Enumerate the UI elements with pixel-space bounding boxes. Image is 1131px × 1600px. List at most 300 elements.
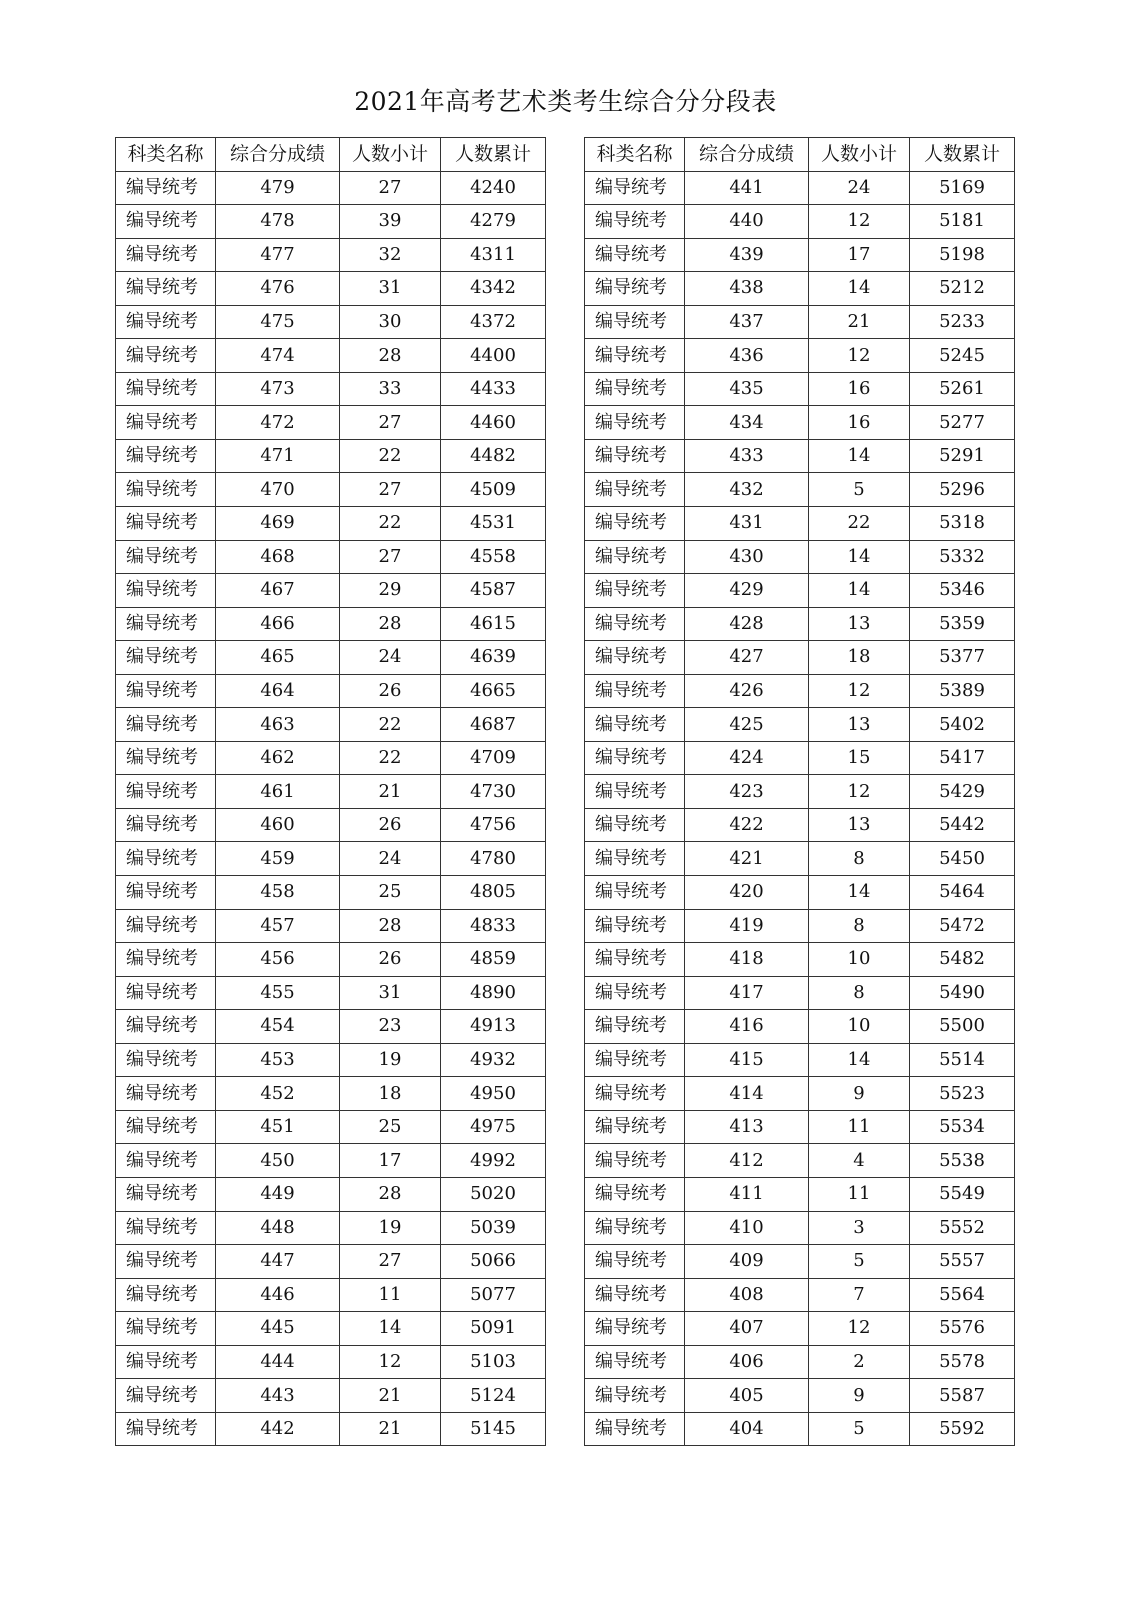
table-row (116, 909, 546, 943)
header-row (116, 138, 546, 172)
cell-cumulative: 5198 (910, 238, 1015, 272)
cell-category: 编导统考 (585, 708, 685, 742)
cell-count: 5 (809, 1245, 910, 1279)
cell-score: 474 (216, 339, 340, 373)
cell-cumulative: 5538 (910, 1144, 1015, 1178)
cell-score: 415 (685, 1043, 809, 1077)
table-row (585, 372, 1015, 406)
cell-category: 编导统考 (116, 272, 216, 306)
cell-score: 423 (685, 775, 809, 809)
cell-category: 编导统考 (116, 708, 216, 742)
cell-category: 编导统考 (116, 439, 216, 473)
cell-score: 450 (216, 1144, 340, 1178)
cell-cumulative: 4460 (441, 406, 546, 440)
cell-count: 33 (340, 372, 441, 406)
cell-category: 编导统考 (116, 1379, 216, 1413)
cell-cumulative: 5091 (441, 1312, 546, 1346)
cell-score: 444 (216, 1345, 340, 1379)
cell-cumulative: 4805 (441, 876, 546, 910)
cell-score: 437 (685, 305, 809, 339)
cell-category: 编导统考 (585, 1412, 685, 1446)
cell-count: 14 (809, 1043, 910, 1077)
table-row (585, 473, 1015, 507)
cell-score: 439 (685, 238, 809, 272)
cell-cumulative: 5442 (910, 808, 1015, 842)
cell-cumulative: 4531 (441, 507, 546, 541)
cell-category: 编导统考 (585, 1379, 685, 1413)
cell-cumulative: 4400 (441, 339, 546, 373)
cell-cumulative: 4240 (441, 171, 546, 205)
cell-cumulative: 5346 (910, 574, 1015, 608)
cell-category: 编导统考 (116, 1043, 216, 1077)
cell-count: 21 (340, 775, 441, 809)
cell-score: 413 (685, 1110, 809, 1144)
cell-score: 455 (216, 976, 340, 1010)
cell-count: 7 (809, 1278, 910, 1312)
cell-count: 24 (340, 641, 441, 675)
cell-count: 23 (340, 1010, 441, 1044)
table-row (116, 1043, 546, 1077)
cell-score: 470 (216, 473, 340, 507)
cell-cumulative: 5318 (910, 507, 1015, 541)
cell-category: 编导统考 (116, 305, 216, 339)
table-row (116, 305, 546, 339)
table-row (116, 775, 546, 809)
cell-count: 24 (340, 842, 441, 876)
cell-count: 18 (340, 1077, 441, 1111)
cell-score: 425 (685, 708, 809, 742)
table-row (585, 1245, 1015, 1279)
cell-count: 14 (809, 439, 910, 473)
cell-score: 443 (216, 1379, 340, 1413)
cell-score: 454 (216, 1010, 340, 1044)
cell-cumulative: 5578 (910, 1345, 1015, 1379)
cell-cumulative: 4687 (441, 708, 546, 742)
cell-score: 420 (685, 876, 809, 910)
cell-category: 编导统考 (585, 205, 685, 239)
table-row (585, 607, 1015, 641)
cell-count: 28 (340, 607, 441, 641)
cell-count: 27 (340, 171, 441, 205)
cell-count: 28 (340, 909, 441, 943)
cell-score: 463 (216, 708, 340, 742)
cell-score: 461 (216, 775, 340, 809)
cell-score: 469 (216, 507, 340, 541)
cell-count: 21 (340, 1379, 441, 1413)
header-count: 人数小计 (340, 138, 441, 172)
cell-score: 473 (216, 372, 340, 406)
cell-score: 452 (216, 1077, 340, 1111)
cell-category: 编导统考 (116, 406, 216, 440)
cell-count: 27 (340, 473, 441, 507)
cell-score: 418 (685, 943, 809, 977)
cell-count: 30 (340, 305, 441, 339)
cell-category: 编导统考 (116, 1144, 216, 1178)
cell-cumulative: 4665 (441, 674, 546, 708)
table-row (116, 507, 546, 541)
cell-score: 404 (685, 1412, 809, 1446)
cell-category: 编导统考 (116, 1312, 216, 1346)
cell-cumulative: 4615 (441, 607, 546, 641)
cell-cumulative: 4372 (441, 305, 546, 339)
table-row (585, 741, 1015, 775)
cell-category: 编导统考 (116, 1245, 216, 1279)
cell-score: 419 (685, 909, 809, 943)
cell-category: 编导统考 (585, 1077, 685, 1111)
table-row (116, 439, 546, 473)
cell-count: 18 (809, 641, 910, 675)
table-row (116, 607, 546, 641)
cell-count: 11 (809, 1177, 910, 1211)
cell-category: 编导统考 (116, 238, 216, 272)
table-row (585, 507, 1015, 541)
header-count: 人数小计 (809, 138, 910, 172)
table-row (116, 1110, 546, 1144)
cell-cumulative: 4311 (441, 238, 546, 272)
cell-cumulative: 5377 (910, 641, 1015, 675)
cell-cumulative: 5490 (910, 976, 1015, 1010)
cell-count: 26 (340, 808, 441, 842)
cell-score: 441 (685, 171, 809, 205)
table-row (116, 406, 546, 440)
cell-score: 424 (685, 741, 809, 775)
cell-category: 编导统考 (116, 1211, 216, 1245)
cell-score: 467 (216, 574, 340, 608)
header-row (585, 138, 1015, 172)
cell-category: 编导统考 (116, 507, 216, 541)
cell-cumulative: 4342 (441, 272, 546, 306)
table-row (116, 641, 546, 675)
cell-category: 编导统考 (116, 607, 216, 641)
cell-count: 14 (809, 574, 910, 608)
table-row (585, 1211, 1015, 1245)
table-row (585, 1345, 1015, 1379)
cell-count: 11 (340, 1278, 441, 1312)
cell-count: 28 (340, 1177, 441, 1211)
cell-cumulative: 4992 (441, 1144, 546, 1178)
cell-category: 编导统考 (585, 641, 685, 675)
table-row (585, 1077, 1015, 1111)
cell-cumulative: 4509 (441, 473, 546, 507)
cell-count: 14 (340, 1312, 441, 1346)
cell-cumulative: 5124 (441, 1379, 546, 1413)
table-row (585, 238, 1015, 272)
cell-category: 编导统考 (116, 1345, 216, 1379)
cell-count: 29 (340, 574, 441, 608)
table-row (116, 171, 546, 205)
table-row (116, 808, 546, 842)
cell-score: 407 (685, 1312, 809, 1346)
cell-category: 编导统考 (116, 1412, 216, 1446)
cell-cumulative: 4756 (441, 808, 546, 842)
cell-count: 26 (340, 943, 441, 977)
cell-cumulative: 5514 (910, 1043, 1015, 1077)
cell-score: 421 (685, 842, 809, 876)
cell-category: 编导统考 (116, 876, 216, 910)
table-row (116, 1312, 546, 1346)
table-row (585, 775, 1015, 809)
cell-category: 编导统考 (585, 808, 685, 842)
table-row (585, 1379, 1015, 1413)
cell-count: 14 (809, 272, 910, 306)
cell-cumulative: 5066 (441, 1245, 546, 1279)
cell-count: 22 (340, 741, 441, 775)
table-row (116, 540, 546, 574)
cell-count: 22 (340, 708, 441, 742)
table-row (585, 540, 1015, 574)
cell-count: 11 (809, 1110, 910, 1144)
cell-score: 462 (216, 741, 340, 775)
cell-score: 458 (216, 876, 340, 910)
table-row (585, 339, 1015, 373)
cell-score: 431 (685, 507, 809, 541)
cell-score: 430 (685, 540, 809, 574)
cell-cumulative: 5464 (910, 876, 1015, 910)
cell-score: 417 (685, 976, 809, 1010)
cell-category: 编导统考 (116, 1010, 216, 1044)
cell-count: 8 (809, 842, 910, 876)
header-cumulative: 人数累计 (441, 138, 546, 172)
cell-category: 编导统考 (116, 943, 216, 977)
cell-score: 426 (685, 674, 809, 708)
cell-category: 编导统考 (585, 507, 685, 541)
cell-count: 4 (809, 1144, 910, 1178)
cell-cumulative: 5549 (910, 1177, 1015, 1211)
table-row (585, 808, 1015, 842)
cell-count: 5 (809, 1412, 910, 1446)
cell-cumulative: 5389 (910, 674, 1015, 708)
cell-cumulative: 4730 (441, 775, 546, 809)
cell-score: 447 (216, 1245, 340, 1279)
cell-count: 19 (340, 1211, 441, 1245)
cell-score: 465 (216, 641, 340, 675)
cell-cumulative: 5523 (910, 1077, 1015, 1111)
table-row (585, 909, 1015, 943)
table-row (116, 238, 546, 272)
table-row (116, 674, 546, 708)
cell-count: 39 (340, 205, 441, 239)
cell-category: 编导统考 (116, 641, 216, 675)
cell-count: 15 (809, 741, 910, 775)
cell-count: 19 (340, 1043, 441, 1077)
cell-cumulative: 4975 (441, 1110, 546, 1144)
cell-cumulative: 5245 (910, 339, 1015, 373)
table-row (116, 574, 546, 608)
cell-count: 32 (340, 238, 441, 272)
cell-cumulative: 4709 (441, 741, 546, 775)
table-row (585, 1144, 1015, 1178)
cell-score: 445 (216, 1312, 340, 1346)
cell-category: 编导统考 (585, 406, 685, 440)
cell-category: 编导统考 (116, 842, 216, 876)
cell-score: 460 (216, 808, 340, 842)
cell-cumulative: 5359 (910, 607, 1015, 641)
cell-cumulative: 5296 (910, 473, 1015, 507)
table-row (116, 1177, 546, 1211)
cell-score: 440 (685, 205, 809, 239)
cell-score: 416 (685, 1010, 809, 1044)
cell-cumulative: 5261 (910, 372, 1015, 406)
cell-category: 编导统考 (116, 473, 216, 507)
cell-cumulative: 5103 (441, 1345, 546, 1379)
cell-count: 27 (340, 540, 441, 574)
cell-score: 451 (216, 1110, 340, 1144)
cell-count: 9 (809, 1077, 910, 1111)
header-score: 综合分成绩 (685, 138, 809, 172)
cell-count: 14 (809, 540, 910, 574)
cell-cumulative: 4913 (441, 1010, 546, 1044)
table-row (116, 1077, 546, 1111)
cell-count: 16 (809, 406, 910, 440)
table-row (585, 674, 1015, 708)
cell-score: 477 (216, 238, 340, 272)
table-row (116, 842, 546, 876)
cell-category: 编导统考 (585, 909, 685, 943)
cell-category: 编导统考 (585, 741, 685, 775)
table-row (116, 1245, 546, 1279)
cell-category: 编导统考 (585, 1144, 685, 1178)
cell-category: 编导统考 (116, 808, 216, 842)
cell-category: 编导统考 (116, 171, 216, 205)
table-row (116, 1010, 546, 1044)
table-row (116, 876, 546, 910)
table-row (116, 741, 546, 775)
header-category: 科类名称 (116, 138, 216, 172)
cell-cumulative: 5552 (910, 1211, 1015, 1245)
cell-count: 9 (809, 1379, 910, 1413)
cell-score: 472 (216, 406, 340, 440)
cell-cumulative: 4587 (441, 574, 546, 608)
table-row (585, 876, 1015, 910)
table-row (116, 272, 546, 306)
table-row (116, 1345, 546, 1379)
table-row (116, 1412, 546, 1446)
cell-count: 27 (340, 406, 441, 440)
header-category: 科类名称 (585, 138, 685, 172)
cell-category: 编导统考 (585, 1278, 685, 1312)
cell-score: 435 (685, 372, 809, 406)
cell-category: 编导统考 (116, 775, 216, 809)
score-table-left (115, 137, 546, 1446)
cell-count: 12 (809, 205, 910, 239)
cell-count: 8 (809, 976, 910, 1010)
cell-cumulative: 5417 (910, 741, 1015, 775)
cell-category: 编导统考 (116, 540, 216, 574)
cell-score: 406 (685, 1345, 809, 1379)
cell-count: 22 (809, 507, 910, 541)
score-table-right (584, 137, 1015, 1446)
cell-cumulative: 5576 (910, 1312, 1015, 1346)
table-row (585, 439, 1015, 473)
cell-count: 22 (340, 507, 441, 541)
cell-cumulative: 5020 (441, 1177, 546, 1211)
cell-cumulative: 5332 (910, 540, 1015, 574)
cell-score: 471 (216, 439, 340, 473)
cell-count: 14 (809, 876, 910, 910)
cell-count: 21 (340, 1412, 441, 1446)
cell-cumulative: 5587 (910, 1379, 1015, 1413)
cell-count: 16 (809, 372, 910, 406)
cell-cumulative: 5482 (910, 943, 1015, 977)
cell-score: 449 (216, 1177, 340, 1211)
cell-cumulative: 5077 (441, 1278, 546, 1312)
cell-cumulative: 4950 (441, 1077, 546, 1111)
cell-count: 25 (340, 1110, 441, 1144)
cell-category: 编导统考 (116, 574, 216, 608)
cell-category: 编导统考 (116, 339, 216, 373)
cell-score: 453 (216, 1043, 340, 1077)
table-row (116, 976, 546, 1010)
table-row (585, 1278, 1015, 1312)
cell-cumulative: 4859 (441, 943, 546, 977)
cell-score: 409 (685, 1245, 809, 1279)
cell-score: 464 (216, 674, 340, 708)
table-row (585, 1312, 1015, 1346)
cell-count: 10 (809, 943, 910, 977)
cell-category: 编导统考 (585, 1043, 685, 1077)
cell-category: 编导统考 (585, 171, 685, 205)
cell-cumulative: 4279 (441, 205, 546, 239)
cell-score: 414 (685, 1077, 809, 1111)
cell-score: 478 (216, 205, 340, 239)
table-row (585, 842, 1015, 876)
cell-cumulative: 5169 (910, 171, 1015, 205)
cell-category: 编导统考 (585, 339, 685, 373)
cell-cumulative: 5277 (910, 406, 1015, 440)
cell-category: 编导统考 (585, 876, 685, 910)
header-score: 综合分成绩 (216, 138, 340, 172)
cell-cumulative: 5500 (910, 1010, 1015, 1044)
cell-count: 2 (809, 1345, 910, 1379)
table-row (116, 473, 546, 507)
cell-cumulative: 5450 (910, 842, 1015, 876)
cell-category: 编导统考 (585, 607, 685, 641)
cell-score: 446 (216, 1278, 340, 1312)
cell-cumulative: 4890 (441, 976, 546, 1010)
cell-score: 466 (216, 607, 340, 641)
cell-cumulative: 4482 (441, 439, 546, 473)
cell-cumulative: 5557 (910, 1245, 1015, 1279)
cell-category: 编导统考 (585, 1110, 685, 1144)
cell-score: 475 (216, 305, 340, 339)
table-row (585, 1010, 1015, 1044)
cell-category: 编导统考 (585, 272, 685, 306)
cell-count: 22 (340, 439, 441, 473)
cell-category: 编导统考 (585, 574, 685, 608)
cell-cumulative: 4433 (441, 372, 546, 406)
table-row (585, 574, 1015, 608)
cell-score: 433 (685, 439, 809, 473)
table-row (116, 1379, 546, 1413)
cell-category: 编导统考 (585, 1312, 685, 1346)
cell-count: 28 (340, 339, 441, 373)
table-row (116, 339, 546, 373)
table-row (585, 708, 1015, 742)
cell-score: 405 (685, 1379, 809, 1413)
cell-count: 12 (809, 674, 910, 708)
cell-cumulative: 5534 (910, 1110, 1015, 1144)
cell-cumulative: 5564 (910, 1278, 1015, 1312)
cell-count: 27 (340, 1245, 441, 1279)
cell-cumulative: 5291 (910, 439, 1015, 473)
table-row (116, 1144, 546, 1178)
cell-cumulative: 5402 (910, 708, 1015, 742)
table-row (585, 205, 1015, 239)
table-row (116, 205, 546, 239)
cell-count: 31 (340, 272, 441, 306)
cell-score: 427 (685, 641, 809, 675)
cell-category: 编导统考 (585, 842, 685, 876)
